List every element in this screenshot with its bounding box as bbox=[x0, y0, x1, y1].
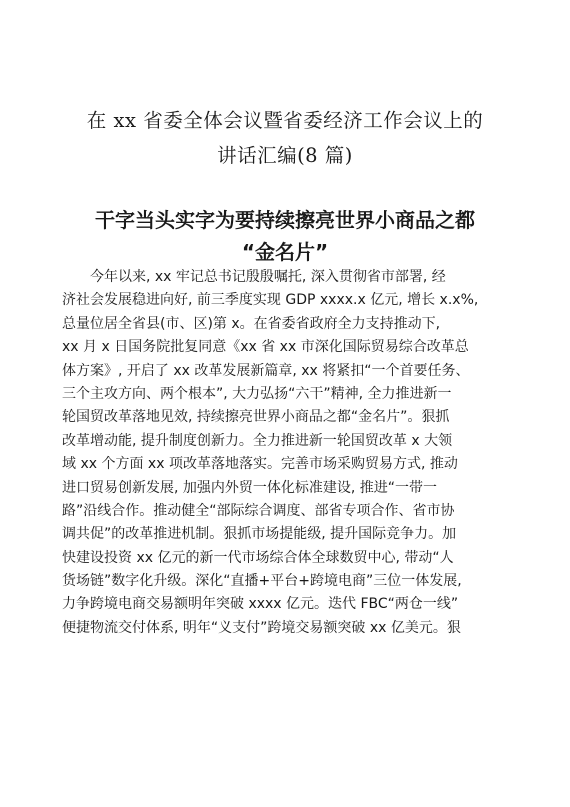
body-paragraph bbox=[62, 266, 512, 640]
paragraph-line: 轮国贸改革落地见效, 持续擦亮世界小商品之都“金名片”。狠抓 bbox=[62, 409, 450, 426]
paragraph-line: 力争跨境电商交易额明年突破 xxxx 亿元。迭代 FBC“两仓一线” bbox=[62, 596, 459, 613]
paragraph-line: 快建设投资 xx 亿元的新一代市场综合体全球数贸中心, 带动“人 bbox=[62, 549, 454, 566]
paragraph-line: 调共促”的改革推进机制。狠抓市场提能级, 提升国际竞争力。加 bbox=[62, 526, 457, 543]
paragraph-line: 体方案》, 开启了 xx 改革发展新篇章, xx 将紧扣“一个首要任务、 bbox=[62, 362, 470, 379]
paragraph-line: 济社会发展稳进向好, 前三季度实现 GDP xxxx.x 亿元, 增长 x.x%, bbox=[62, 292, 479, 309]
section-title-line-1: 干字当头实字为要持续擦亮世界小商品之都 bbox=[95, 208, 475, 232]
paragraph-line: 进口贸易创新发展, 加强内外贸一体化标准建设, 推进“一带一 bbox=[62, 479, 438, 496]
section-title-line-2: “金名片” bbox=[241, 240, 329, 264]
document-title-line-2: 讲话汇编(8 篇) bbox=[217, 144, 353, 167]
paragraph-line: 改革增动能, 提升制度创新力。全力推进新一轮国贸改革 x 大领 bbox=[62, 432, 453, 449]
paragraph-line: 今年以来, xx 牢记总书记殷殷嘱托, 深入贯彻省市部署, 经 bbox=[90, 269, 446, 285]
paragraph-line: 货场链”数字化升级。深化“直播+平台+跨境电商”三位一体发展, bbox=[62, 573, 462, 590]
paragraph-line: xx 月 x 日国务院批复同意《xx 省 xx 市深化国际贸易综合改革总 bbox=[62, 339, 469, 356]
paragraph-line: 便捷物流交付体系, 明年“义支付”跨境交易额突破 xx 亿美元。狠 bbox=[62, 619, 461, 636]
paragraph-line: 三个主攻方向、两个根本”, 大力弘扬“六干”精神, 全力推进新一 bbox=[62, 385, 452, 402]
paragraph-line: 总量位居全省县(市、区)第 x。在省委省政府全力支持推动下, bbox=[62, 315, 441, 332]
paragraph-line: 路”沿线合作。推动健全“部际综合调度、部省专项合作、省市协 bbox=[62, 502, 455, 519]
paragraph-line: 域 xx 个方面 xx 项改革落地落实。完善市场采购贸易方式, 推动 bbox=[62, 456, 458, 473]
document-title-line-1: 在 xx 省委全体会议暨省委经济工作会议上的 bbox=[86, 109, 484, 132]
